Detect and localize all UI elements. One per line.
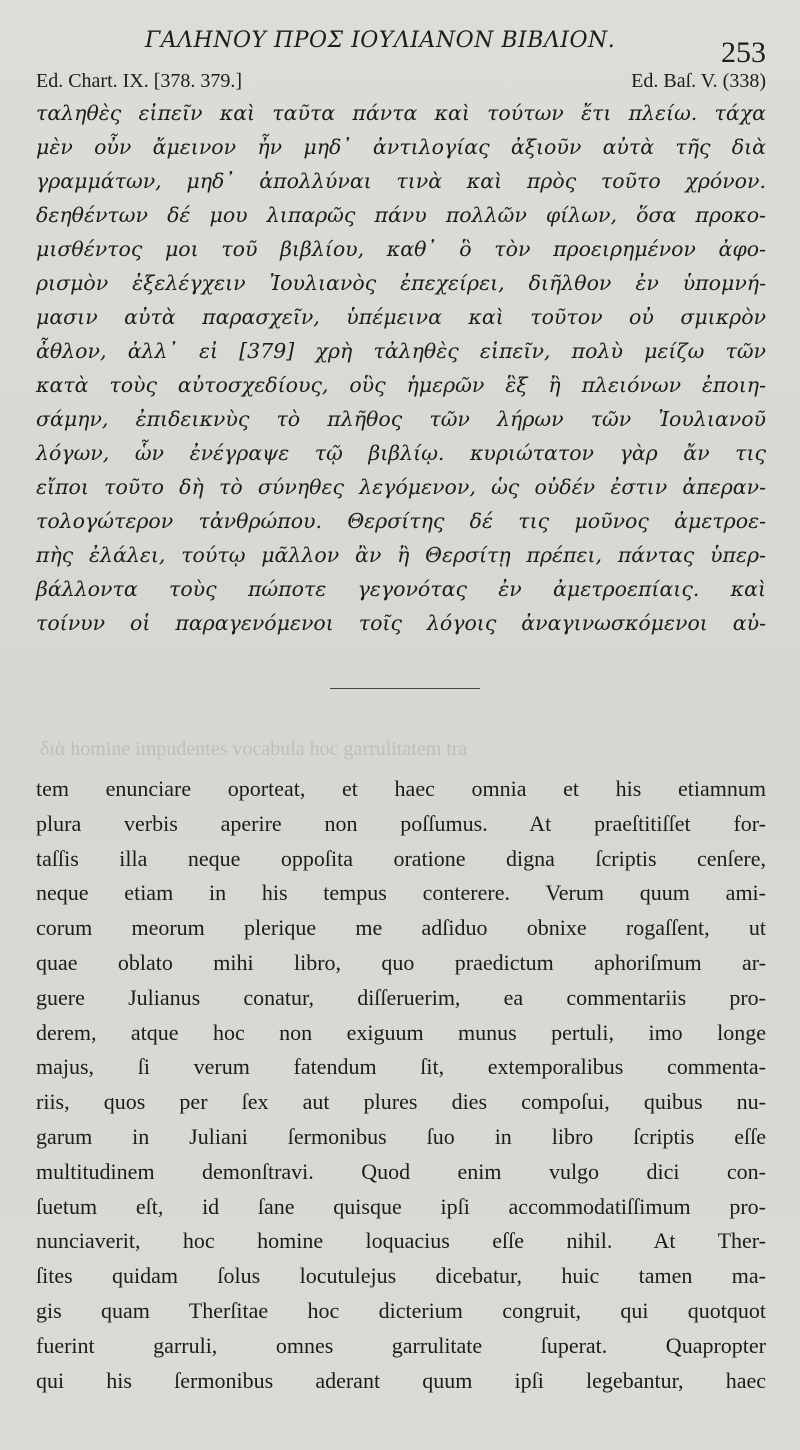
- latin-text-line: neque etiam in his tempus conterere. Verum quum ami-: [36, 880, 766, 906]
- latin-text-line: gis quam Therſitae hoc dicterium congruit, qui quotquot: [36, 1297, 766, 1323]
- latin-text-line: qui his ſermonibus aderant quum ipſi legebantur, haec: [36, 1367, 766, 1393]
- edition-reference-line: [36, 70, 766, 96]
- greek-text-line: εἴποι τοῦτο δὴ τὸ σύνηθες λεγόμενον, ὡς οὐδέν ἐστιν ἀπεραν-: [36, 475, 766, 499]
- greek-text-line: ρισμὸν ἐξελέγχειν Ἰουλιανὸς ἐπεχείρει, διῆλθον ἐν ὑπομνή-: [36, 271, 766, 295]
- bleed-through-text: διὰ homine impudentes vocabula hoc garrulitatem tra: [40, 738, 468, 760]
- greek-text-line: μισθέντος μοι τοῦ βιβλίου, καθ᾽ ὃ τὸν προειρημένον ἀφο-: [36, 237, 766, 261]
- latin-text-line: corum meorum plerique me adſiduo obnixe rogaſſent, ut: [36, 915, 766, 941]
- latin-text-line: taſſis illa neque oppoſita oratione digna ſcriptis cenſere,: [36, 845, 766, 871]
- latin-text-line: ſuetum eſt, id ſane quisque ipſi accommodatiſſimum pro-: [36, 1193, 766, 1219]
- greek-text-line: δεηθέντων δέ μου λιπαρῶς πάνυ πολλῶν φίλων, ὅσα προκο-: [36, 203, 766, 227]
- edition-chartier-ref: Ed. Chart. IX. [378. 379.]: [36, 70, 243, 92]
- latin-text-line: majus, ſi verum fatendum ſit, extemporalibus commenta-: [36, 1054, 766, 1080]
- latin-text-line: tem enunciare oporteat, et haec omnia et his etiamnum: [36, 776, 766, 801]
- edition-basel-ref: Ed. Baſ. V. (338): [631, 70, 766, 92]
- greek-text-line: σάμην, ἐπιδεικνὺς τὸ πλῆθος τῶν λήρων τῶν Ἰουλιανοῦ: [36, 407, 766, 431]
- section-divider-rule: [330, 688, 480, 689]
- latin-text-line: nunciaverit, hoc homine loquacius eſſe nihil. At Ther-: [36, 1228, 766, 1254]
- greek-text-line: λόγων, ὧν ἐνέγραψε τῷ βιβλίῳ. κυριώτατον γὰρ ἄν τις: [36, 441, 766, 465]
- greek-text-line: κατὰ τοὺς αὐτοσχεδίους, οὓς ἡμερῶν ἓξ ἢ πλειόνων ἐποιη-: [36, 373, 766, 397]
- latin-text-line: quae oblato mihi libro, quo praedictum aphoriſmum ar-: [36, 949, 766, 975]
- greek-text-line: ἆθλον, ἀλλ᾽ εἰ [379] χρὴ τἀληθὲς εἰπεῖν, πολὺ μείζω τῶν: [36, 339, 766, 363]
- latin-text-line: riis, quos per ſex aut plures dies compoſui, quibus nu-: [36, 1089, 766, 1115]
- greek-text-line: πὴς ἐλάλει, τούτῳ μᾶλλον ἂν ἢ Θερσίτῃ πρέπει, πάντας ὑπερ-: [36, 543, 766, 567]
- greek-text-line: μασιν αὐτὰ παρασχεῖν, ὑπέμεινα καὶ τοῦτον οὐ σμικρὸν: [36, 305, 766, 329]
- running-title: ΓΑΛΗΝΟΥ ΠΡΟΣ ΙΟΥΛΙΑΝΟΝ ΒΙΒΛΙΟΝ.: [145, 28, 616, 53]
- greek-text-line: γραμμάτων, μηδ᾽ ἀπολλύναι τινὰ καὶ πρὸς τοῦτο χρόνον.: [36, 169, 766, 193]
- latin-text-block: [36, 772, 766, 1398]
- greek-text-block: [36, 96, 766, 640]
- latin-text-line: derem, atque hoc non exiguum munus pertuli, imo longe: [36, 1019, 766, 1045]
- running-head: [0, 28, 800, 68]
- latin-text-line: guere Julianus conatur, diſſeruerim, ea commentariis pro-: [36, 984, 766, 1010]
- latin-text-line: ſites quidam ſolus locutulejus dicebatur, huic tamen ma-: [36, 1263, 766, 1289]
- greek-text-line: τολογώτερον τἀνθρώπου. Θερσίτης δέ τις μοῦνος ἀμετροε-: [36, 509, 766, 533]
- greek-text-line: βάλλοντα τοὺς πώποτε γεγονότας ἐν ἀμετροεπίαις. καὶ: [36, 577, 766, 601]
- latin-text-line: multitudinem demonſtravi. Quod enim vulgo dici con-: [36, 1158, 766, 1184]
- greek-text-line: μὲν οὖν ἄμεινον ἦν μηδ᾽ ἀντιλογίας ἀξιοῦν αὐτὰ τῆς διὰ: [36, 135, 766, 159]
- greek-text-line: τοίνυν οἱ παραγενόμενοι τοῖς λόγοις ἀναγινωσκόμενοι αὐ-: [36, 611, 766, 635]
- page-number: 253: [721, 36, 766, 69]
- greek-text-line: ταληθὲς εἰπεῖν καὶ ταῦτα πάντα καὶ τούτων ἔτι πλείω. τάχα: [36, 101, 766, 125]
- latin-text-line: garum in Juliani ſermonibus ſuo in libro ſcriptis eſſe: [36, 1123, 766, 1149]
- latin-text-line: fuerint garruli, omnes garrulitate ſuperat. Quapropter: [36, 1332, 766, 1358]
- latin-text-line: plura verbis aperire non poſſumus. At praeſtitiſſet for-: [36, 810, 766, 836]
